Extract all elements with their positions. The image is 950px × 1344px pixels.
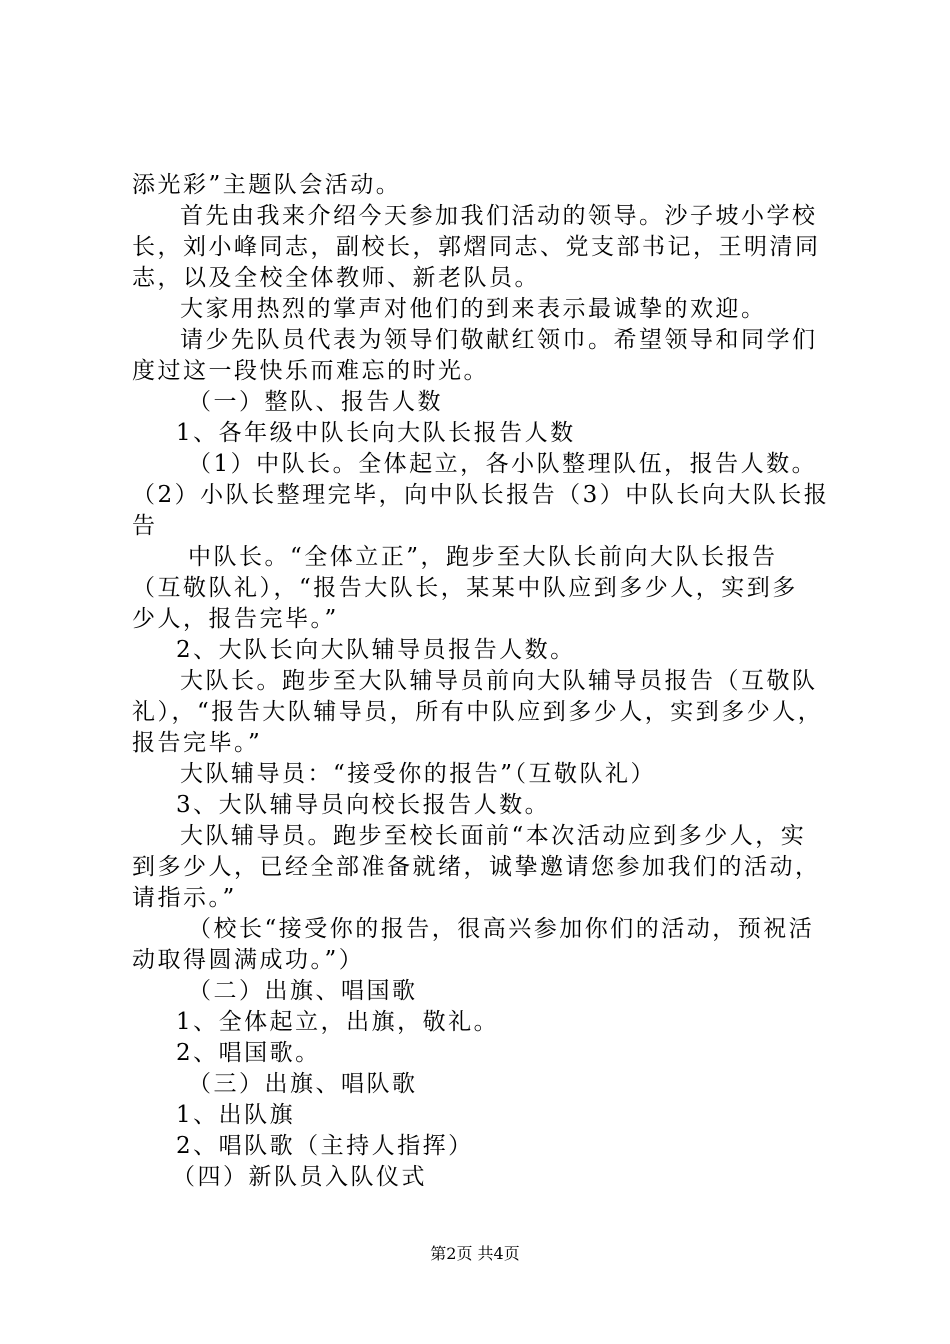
section-heading: （二）出旗、唱国歌 — [188, 978, 418, 1004]
text-line: 请指示。” — [132, 885, 237, 911]
text-line: 大家用热烈的掌声对他们的到来表示最诚挚的欢迎。 — [180, 296, 767, 322]
text-line: 度过这一段快乐而难忘的时光。 — [132, 358, 489, 384]
text-line: 2、唱队歌（主持人指挥） — [176, 1133, 474, 1159]
text-line: 1、各年级中队长向大队长报告人数 — [176, 420, 576, 446]
text-line: 报告完毕。” — [132, 730, 263, 756]
text-line: 长，刘小峰同志，副校长，郭熠同志、党支部书记，王明清同 — [132, 234, 821, 260]
text-line: 大队辅导员。跑步至校长面前“本次活动应到多少人，实 — [180, 823, 807, 849]
text-line: （校长“接受你的报告，很高兴参加你们的活动，预祝活 — [188, 916, 815, 942]
text-line: 请少先队员代表为领导们敬献红领巾。希望领导和同学们 — [180, 327, 818, 353]
text-line: 到多少人，已经全部准备就绪，诚挚邀请您参加我们的活动， — [132, 854, 821, 880]
text-line: 首先由我来介绍今天参加我们活动的领导。沙子坡小学校 — [180, 203, 818, 229]
section-heading: （四）新队员入队仪式 — [172, 1164, 427, 1190]
text-line: 告 — [132, 513, 158, 539]
section-heading: （三）出旗、唱队歌 — [188, 1071, 418, 1097]
text-line: 中队长。“全体立正”，跑步至大队长前向大队长报告 — [188, 544, 778, 570]
section-heading: （一）整队、报告人数 — [188, 389, 443, 415]
text-line: 礼），“报告大队辅导员，所有中队应到多少人，实到多少人， — [132, 699, 824, 725]
text-line: 1、全体起立，出旗，敬礼。 — [176, 1009, 500, 1035]
text-line: 少人，报告完毕。” — [132, 606, 339, 632]
text-line: （2）小队长整理完毕，向中队长报告（3）中队长向大队长报 — [132, 482, 830, 508]
text-line: 1、出队旗 — [176, 1102, 296, 1128]
text-line: 大队长。跑步至大队辅导员前向大队辅导员报告（互敬队 — [180, 668, 818, 694]
text-line: 动取得圆满成功。”） — [132, 947, 365, 973]
text-line: 添光彩”主题队会活动。 — [132, 172, 402, 198]
text-line: 2、大队长向大队辅导员报告人数。 — [176, 637, 576, 663]
text-line: 志，以及全校全体教师、新老队员。 — [132, 265, 540, 291]
text-line: （互敬队礼），“报告大队长，某某中队应到多少人，实到多 — [132, 575, 798, 601]
text-line: 3、大队辅导员向校长报告人数。 — [176, 792, 551, 818]
page-footer: 第2页 共4页 — [430, 1244, 520, 1263]
document-body — [132, 170, 837, 1193]
text-line: 2、唱国歌。 — [176, 1040, 321, 1066]
text-line: （1）中队长。全体起立，各小队整理队伍，报告人数。 — [188, 451, 818, 477]
text-line: 大队辅导员：“接受你的报告”（互敬队礼） — [180, 761, 657, 787]
